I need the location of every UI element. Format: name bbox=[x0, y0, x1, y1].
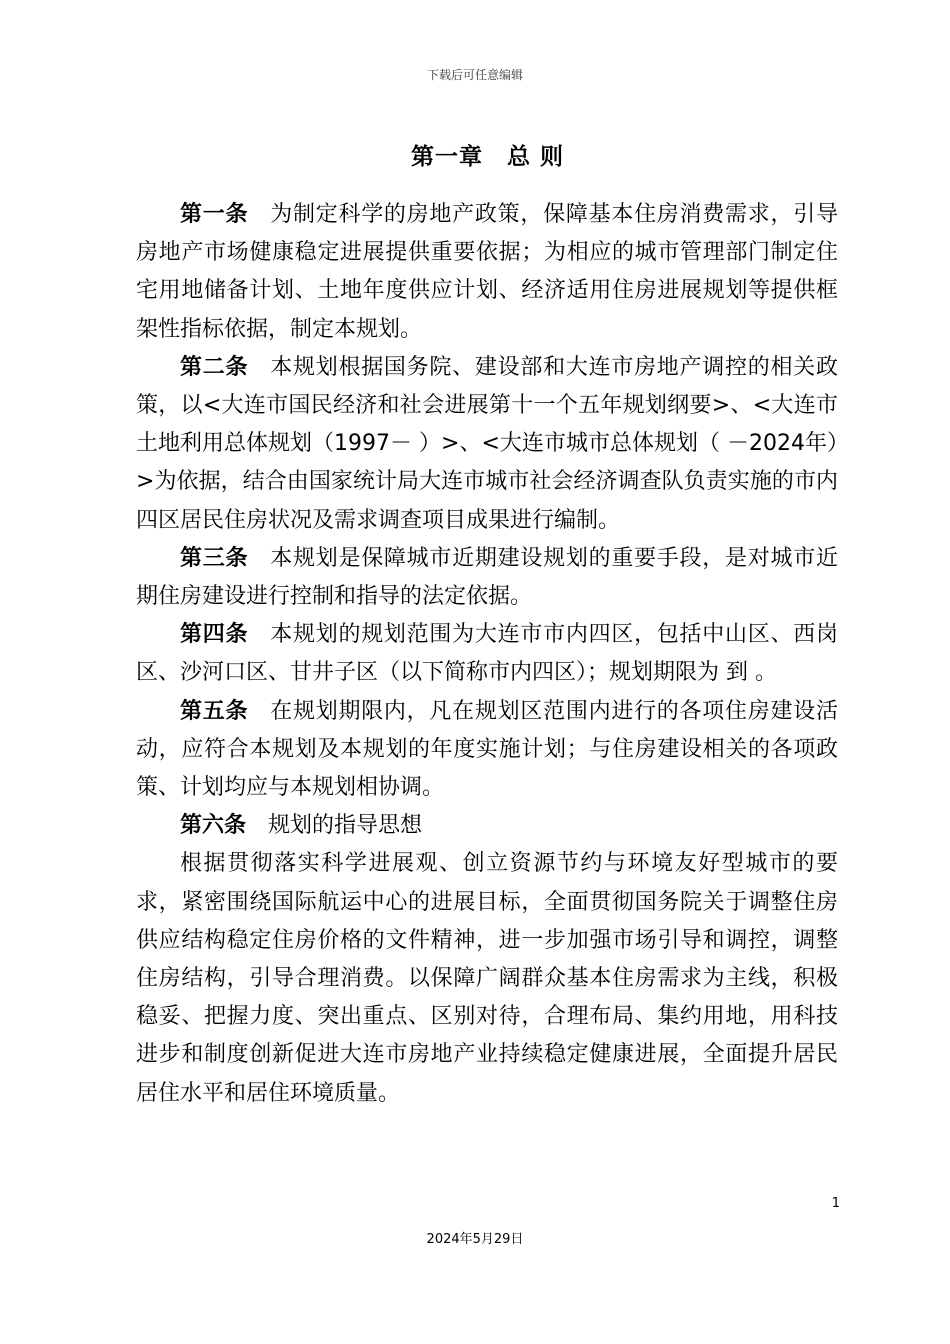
footer-date: 2024年5月29日 bbox=[426, 1232, 524, 1247]
document-body bbox=[136, 196, 838, 1113]
article-text: 本规划根据国务院、建设部和大连市房地产调控的相关政策，以<大连市国民经济和社会进展第十一个五年规划纲要>、<大连市土地利用总体规划（1997－ ）>、<大连市城市总体规划（ －2024年）>为依据，结合由国家统计局大连市城市社会经济调查队负责实施的市内四区居民住房状况及需求调查项目成果进行编制。 bbox=[136, 354, 838, 533]
guiding-paragraph: 根据贯彻落实科学进展观、创立资源节约与环境友好型城市的要求，紧密围绕国际航运中心的进展目标，全面贯彻国务院关于调整住房供应结构稳定住房价格的文件精神，进一步加强市场引导和调控，调整住房结构，引导合理消费。以保障广阔群众基本住房需求为主线，积极稳妥、把握力度、突出重点、区别对待，合理布局、集约用地，用科技进步和制度创新促进大连市房地产业持续稳定健康进展，全面提升居民居住水平和居住环境质量。 bbox=[136, 851, 838, 1106]
chapter-title: 第一章 总 则 bbox=[410, 144, 564, 170]
article-3 bbox=[136, 540, 838, 616]
article-label: 第二条 bbox=[180, 354, 249, 380]
article-label: 第三条 bbox=[180, 545, 249, 571]
article-5 bbox=[136, 693, 838, 808]
header-note: 下载后可任意编辑 bbox=[426, 68, 523, 82]
article-1 bbox=[136, 196, 838, 349]
article-4 bbox=[136, 616, 838, 692]
article-text: 为制定科学的房地产政策，保障基本住房消费需求，引导房地产市场健康稳定进展提供重要依据；为相应的城市管理部门制定住宅用地储备计划、土地年度供应计划、经济适用住房进展规划等提供框架性指标依据，制定本规划。 bbox=[136, 202, 838, 342]
page-number: 1 bbox=[831, 1196, 840, 1211]
article-label: 第四条 bbox=[180, 622, 249, 648]
article-text: 在规划期限内，凡在规划区范围内进行的各项住房建设活动，应符合本规划及本规划的年度实施计划；与住房建设相关的各项政策、计划均应与本规划相协调。 bbox=[136, 698, 838, 801]
article-text: 本规划是保障城市近期建设规划的重要手段，是对城市近期住房建设进行控制和指导的法定依据。 bbox=[136, 545, 838, 610]
article-text: 规划的指导思想 bbox=[268, 813, 423, 839]
article-6 bbox=[136, 807, 838, 845]
article-label: 第一条 bbox=[180, 202, 249, 227]
article-text: 本规划的规划范围为大连市市内四区，包括中山区、西岗区、沙河口区、甘井子区（以下简称市内四区）；规划期限为 到 。 bbox=[136, 622, 838, 686]
article-label: 第五条 bbox=[180, 698, 249, 724]
article-2 bbox=[136, 349, 838, 540]
article-label: 第六条 bbox=[180, 813, 247, 839]
